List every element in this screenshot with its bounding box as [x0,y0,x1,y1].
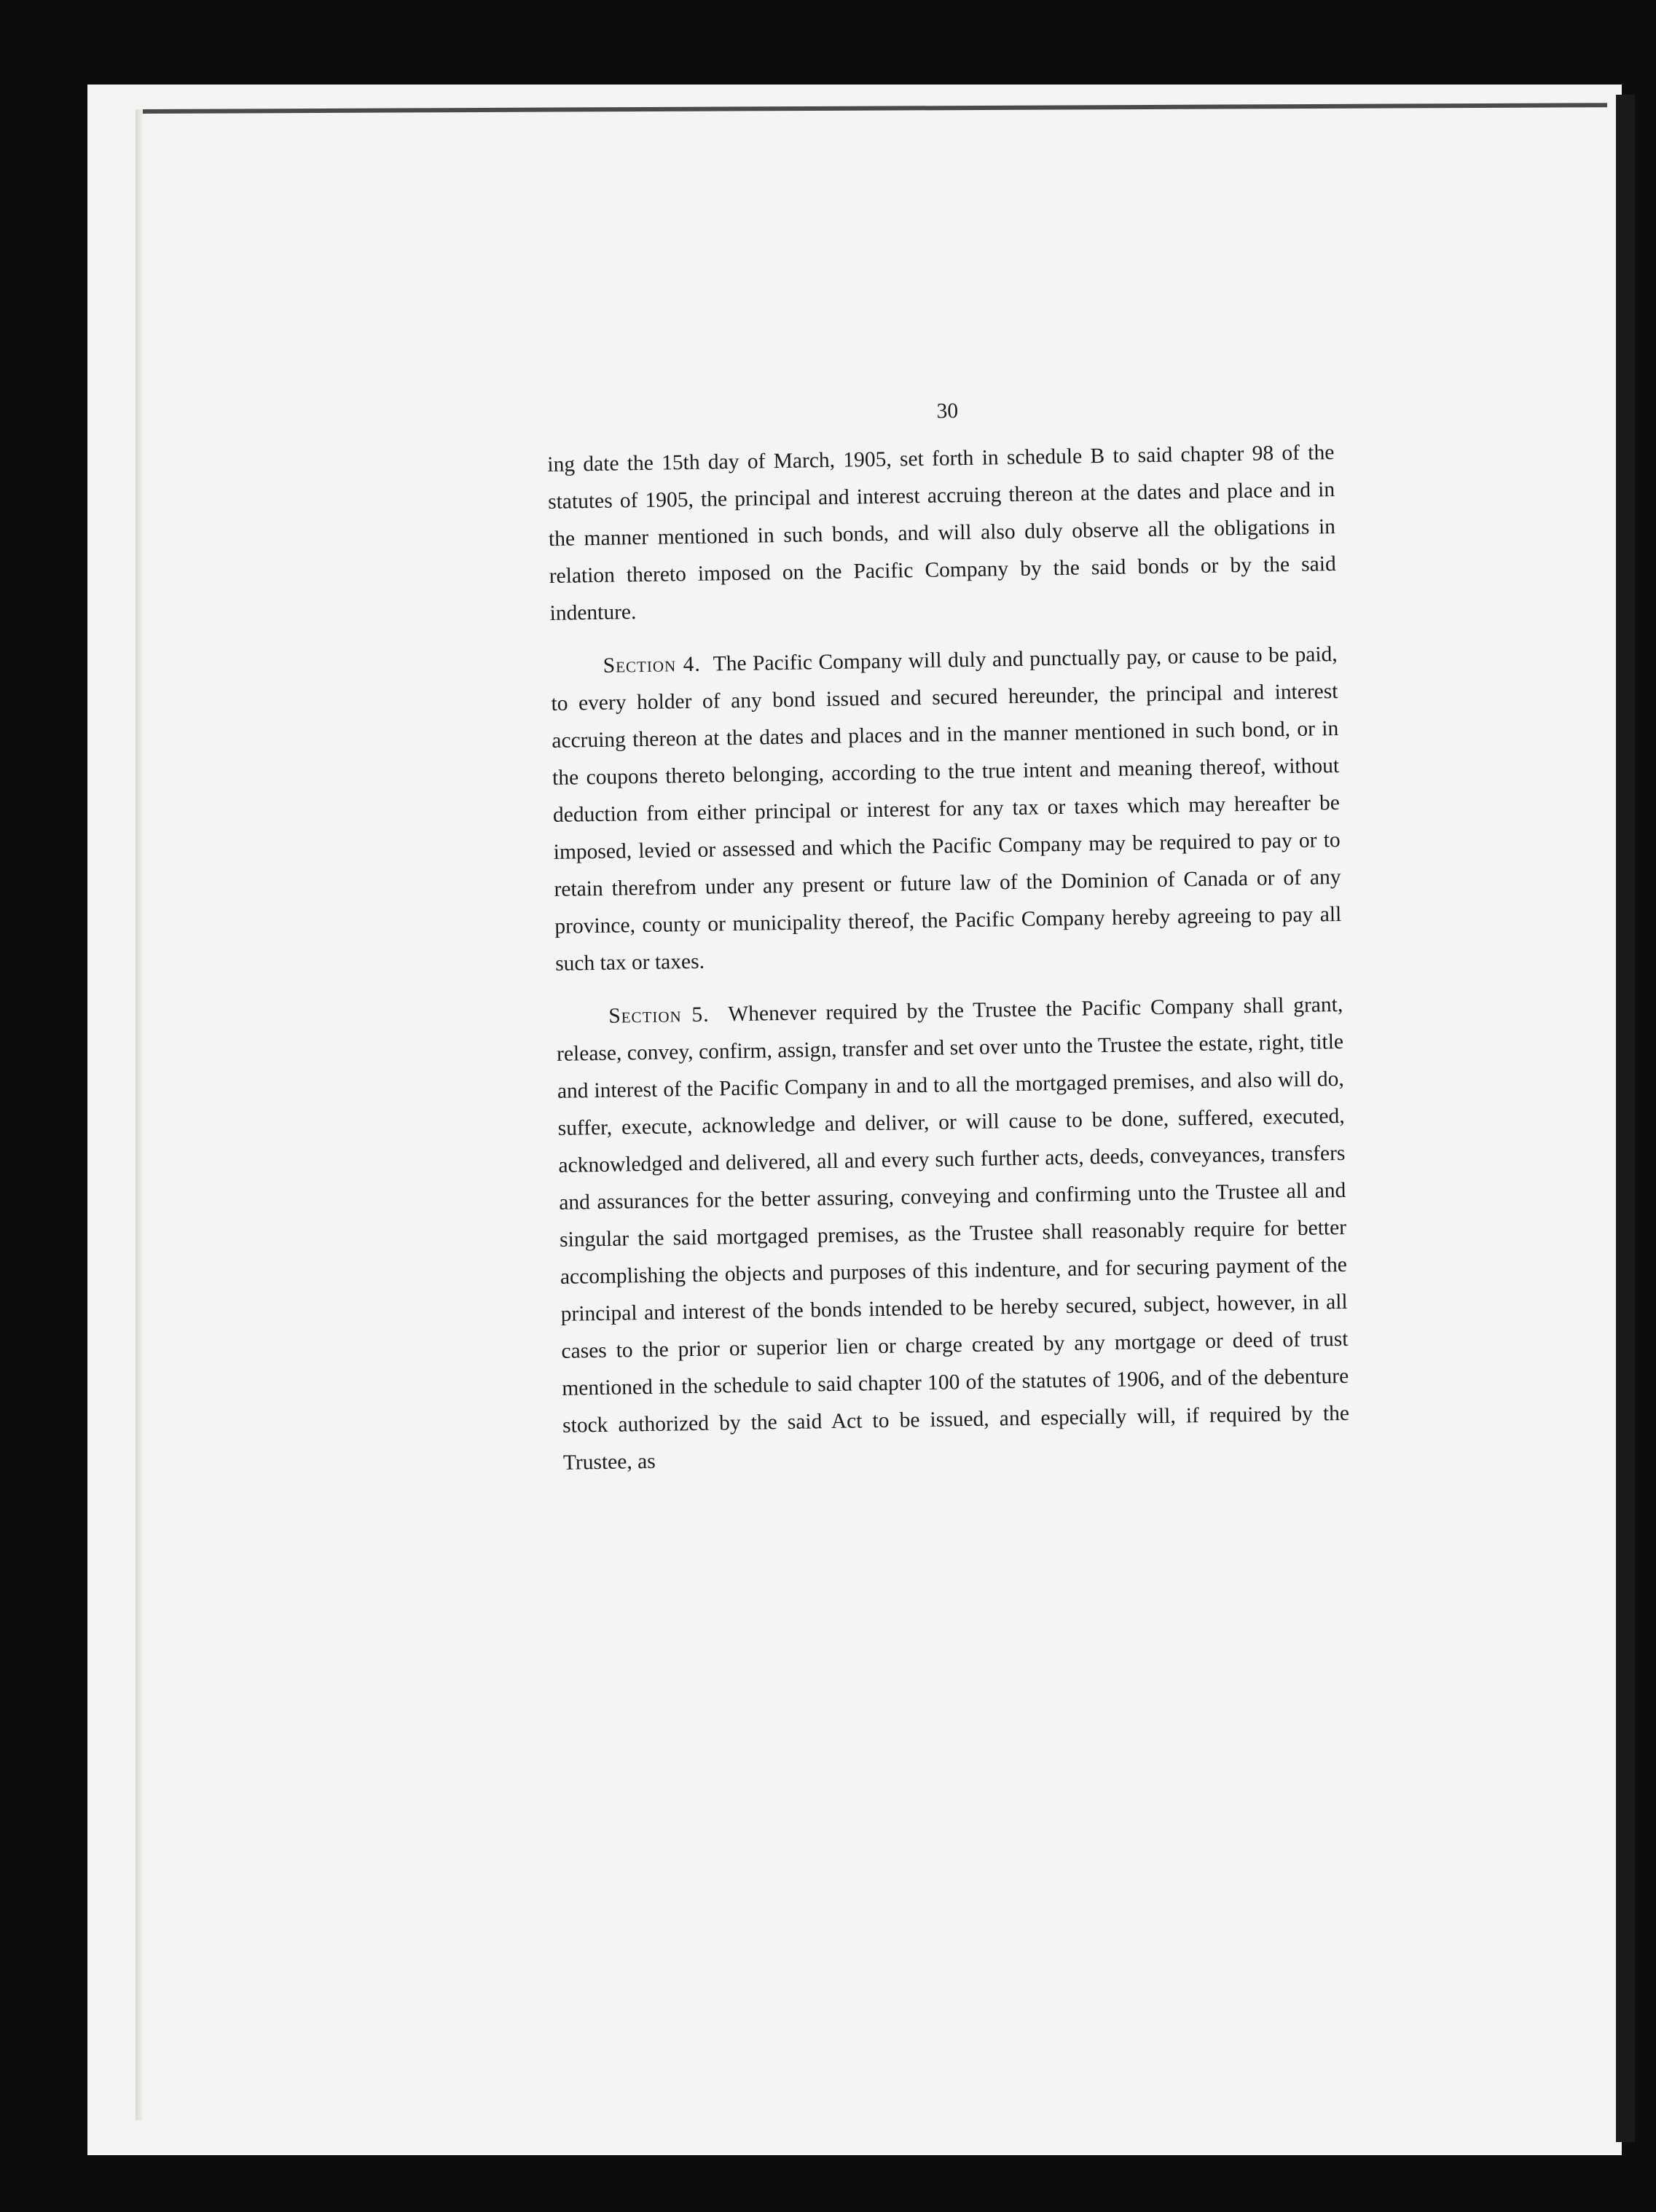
page-text [546,387,1351,1498]
section-heading: Section 5. [608,1003,710,1028]
page-edge [136,109,143,2120]
paragraph-continuation [547,434,1337,632]
binding-shadow [1616,95,1635,2142]
paragraph-text: ing date the 15th day of March, 1905, set forth in schedule B to said chapter 98 of the statutes of 1905, the principal and interest accruing thereon at the dates and place and in the manner mentioned in such bonds, and will also duly observe all the obligations in relation thereto imposed on the Pacific Company by the said bonds or by the said indenture. [547,441,1336,625]
paragraph-text: The Pacific Company will duly and punctually pay, or cause to be paid, to every holder of any bond issued and secured hereunder, the principal and interest accruing thereon at the dates and places and in the manner mentioned in such bond, or in the coupons thereto belonging, according to the true intent and meaning thereof, without deduction from either principal or interest for any tax or taxes which may hereafter be imposed, levied or assessed and which the Pacific Company may be required to pay or to retain therefrom under any present or future law of the Dominion of Canada or of any province, county or municipality thereof, the Pacific Company hereby agreeing to pay all such tax or taxes. [551,642,1342,976]
paragraph-text: Whenever required by the Trustee the Pacific Company shall grant, release, convey, confirm, assign, transfer and set over unto the Trustee the estate, right, title and interest of the Pacific Company in and to all the mortgaged premises, and also will do, suffer, execute, acknowledge and deliver, or will cause to be done, suffered, executed, acknowledged and delivered, all and every such further acts, deeds, conveyances, transfers and assurances for the better assuring, conveying and confirming unto the Trustee all and singular the said mortgaged premises, as the Trustee shall reasonably require for better accomplishing the objects and purposes of this indenture, and for securing payment of the principal and interest of the bonds intended to be hereby secured, subject, however, in all cases to the prior or superior lien or charge created by any mortgage or deed of trust mentioned in the schedule to said chapter 100 of the statutes of 1906, and of the debenture stock authorized by the said Act to be issued, and especially will, if required by the Trustee, as [556,992,1350,1475]
paragraph-section-4 [550,636,1342,983]
paragraph-section-5 [556,987,1350,1482]
section-heading: Section 4. [603,652,702,678]
page-number: 30 [936,399,959,423]
